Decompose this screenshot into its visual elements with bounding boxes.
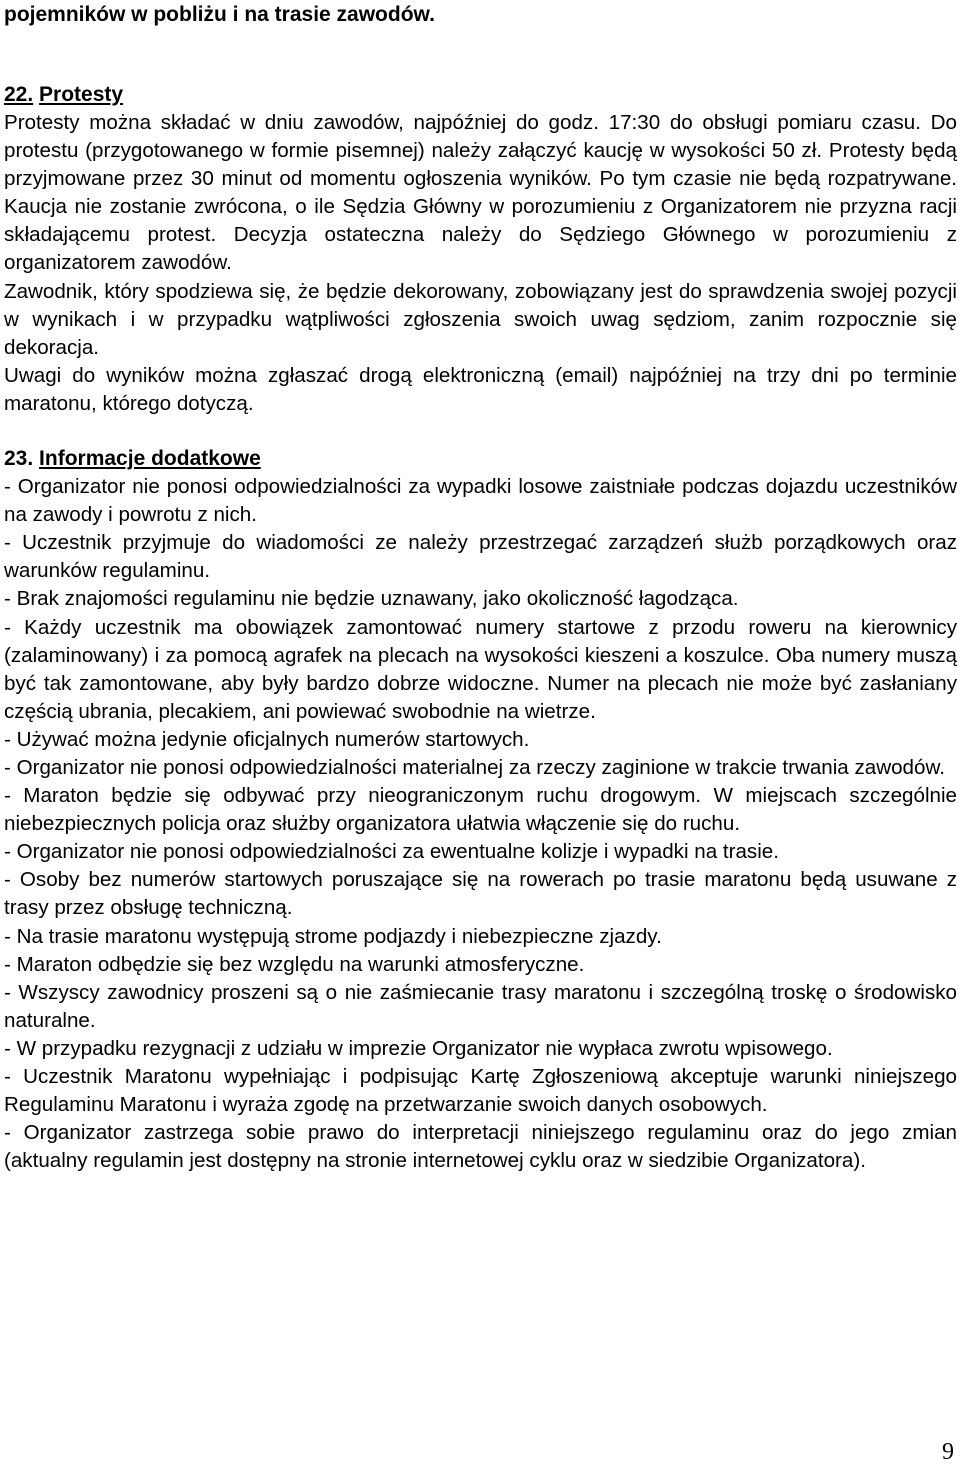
continued-text-line: pojemników w pobliżu i na trasie zawodów.	[4, 3, 435, 26]
list-item: - Organizator nie ponosi odpowiedzialności materialnej za rzeczy zaginione w trakcie trwania zawodów.	[4, 755, 945, 779]
paragraph: Uwagi do wyników można zgłaszać drogą elektroniczną (email) najpóźniej na trzy dni po terminie maratonu, którego dotyczą.	[4, 363, 957, 415]
list-item: - Uczestnik przyjmuje do wiadomości ze należy przestrzegać zarządzeń służb porządkowych oraz warunków regulaminu.	[4, 531, 957, 583]
list-item: - Wszyscy zawodnicy proszeni są o nie zaśmiecanie trasy maratonu i szczególną troskę o środowisko naturalne.	[4, 980, 957, 1032]
section-informacje-dodatkowe	[4, 445, 957, 1175]
section-title: Protesty	[39, 83, 124, 106]
section-heading	[4, 445, 957, 473]
list-item: - Maraton będzie się odbywać przy nieograniczonym ruchu drogowym. W miejscach szczególnie niebezpiecznych policja oraz służby organizatora ułatwia włączenie się do ruchu.	[4, 784, 957, 836]
section-number: 23.	[4, 447, 34, 471]
list-item: - Każdy uczestnik ma obowiązek zamontować numery startowe z przodu roweru na kierownicy (zalaminowany) i za pomocą agrafek na plecach na wysokości kieszeni a koszulce. Oba numery muszą być tak zamontowane, aby były bardzo dobrze widoczne. Numer na plecach nie może być zasłaniany częścią ubrania, plecakiem, ani powiewać swobodnie na wietrze.	[4, 615, 957, 723]
paragraph: Protesty można składać w dniu zawodów, najpóźniej do godz. 17:30 do obsługi pomiaru czasu. Do protestu (przygotowanego w formie pisemnej) należy załączyć kaucję w wysokości 50 zł. Protesty będą przyjmowane przez 30 minut od momentu ogłoszenia wyników. Po tym czasie nie będą rozpatrywane. Kaucja nie zostanie zwrócona, o ile Sędzia Główny w porozumieniu z Organizatorem nie przyzna racji składającemu protest. Decyzja ostateczna należy do Sędziego Głównego w porozumieniu z organizatorem zawodów.	[4, 111, 957, 275]
list-item: - Brak znajomości regulaminu nie będzie uznawany, jako okoliczność łagodząca.	[4, 587, 739, 611]
list-item: - W przypadku rezygnacji z udziału w imprezie Organizator nie wypłaca zwrotu wpisowego.	[4, 1036, 833, 1060]
list-item: - Uczestnik Maratonu wypełniając i podpisując Kartę Zgłoszeniową akceptuje warunki niniejszego Regulaminu Maratonu i wyraża zgodę na przetwarzanie swoich danych osobowych.	[4, 1065, 957, 1117]
section-number: 22.	[4, 83, 34, 106]
list-item: - Organizator nie ponosi odpowiedzialności za wypadki losowe zaistniałe podczas dojazdu uczestników na zawody i powrotu z nich.	[4, 475, 957, 527]
list-item: - Na trasie maratonu występują strome podjazdy i niebezpieczne zjazdy.	[4, 924, 662, 948]
list-item: - Organizator zastrzega sobie prawo do interpretacji niniejszego regulaminu oraz do jego zmian (aktualny regulamin jest dostępny na stronie internetowej cyklu oraz w siedzibie Organizatora).	[4, 1121, 957, 1173]
paragraph: Zawodnik, który spodziewa się, że będzie dekorowany, zobowiązany jest do sprawdzenia swojej pozycji w wynikach i w przypadku wątpliwości zgłoszenia swoich uwag sędziom, zanim rozpocznie się dekoracja.	[4, 279, 957, 359]
list-item: - Maraton odbędzie się bez względu na warunki atmosferyczne.	[4, 952, 585, 976]
section-title: Informacje dodatkowe	[39, 447, 261, 471]
section-protesty	[4, 81, 957, 418]
page-number: 9	[942, 1439, 954, 1465]
list-item: - Osoby bez numerów startowych poruszające się na rowerach po trasie maratonu będą usuwane z trasy przez obsługę techniczną.	[4, 868, 957, 920]
section-heading	[4, 81, 957, 109]
list-item: - Organizator nie ponosi odpowiedzialności za ewentualne kolizje i wypadki na trasie.	[4, 840, 779, 864]
document-page	[4, 0, 957, 1175]
list-item: - Używać można jedynie oficjalnych numerów startowych.	[4, 727, 530, 751]
